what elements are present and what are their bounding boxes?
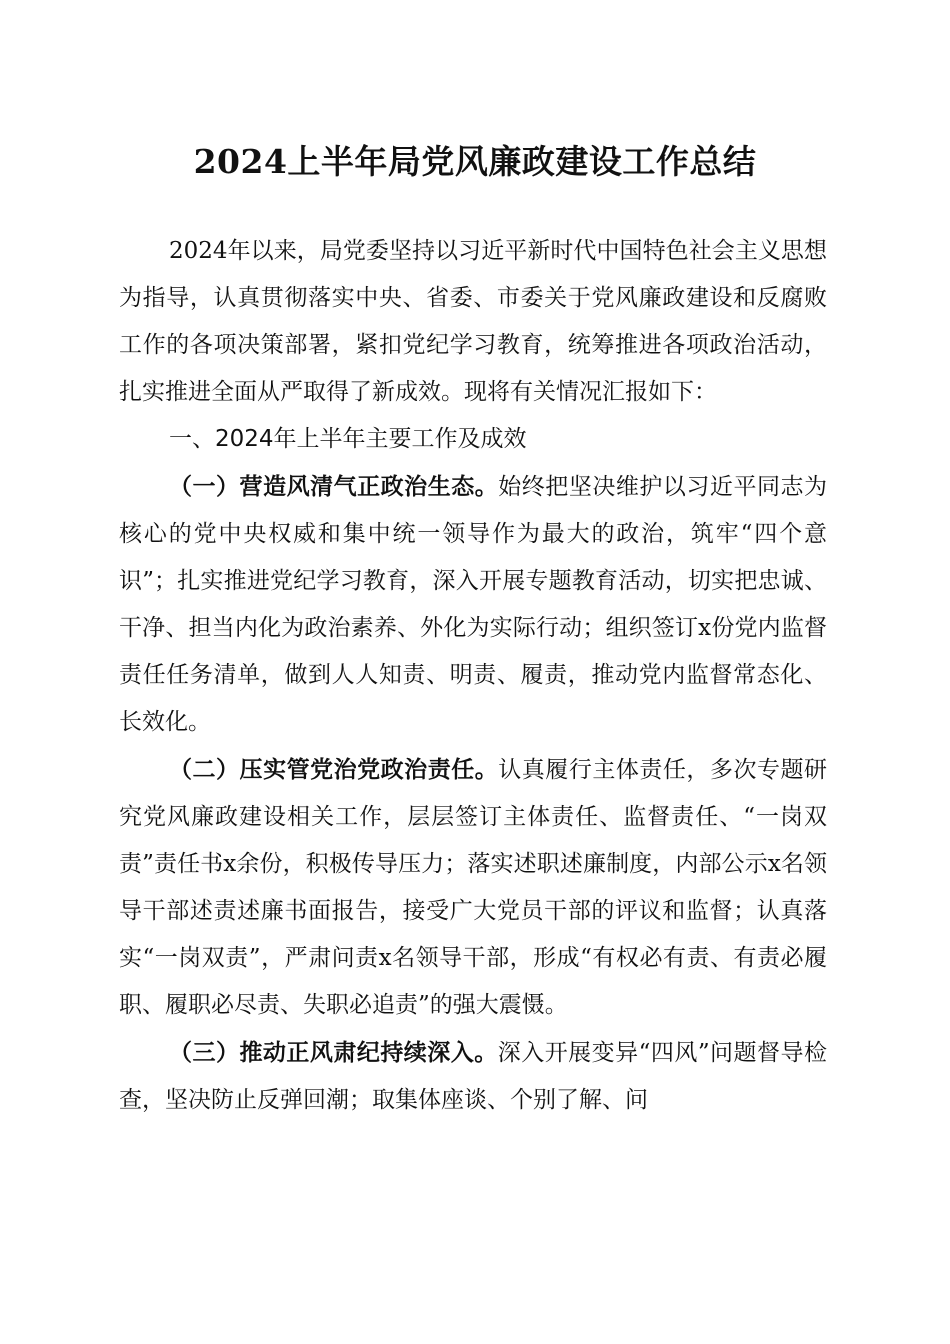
document-body [119,228,827,1124]
item-lead-1: （一）营造风清气正政治生态。 [169,473,499,500]
item-paragraph-2 [119,746,827,1029]
item-lead-3: （三）推动正风肃纪持续深入。 [169,1039,498,1066]
item-text-3: 深入开展变异“四风”问题督导检查，坚决防止反弹回潮；取集体座谈、个别了解、问 [119,1040,827,1113]
item-paragraph-3 [119,1029,827,1124]
section-heading: 一、2024年上半年主要工作及成效 [169,426,527,452]
item-text-2: 认真履行主体责任，多次专题研究党风廉政建设相关工作，层层签订主体责任、监督责任、“一岗双责”责任书x余份，积极传导压力；落实述职述廉制度，内部公示x名领导干部述责述廉书面报告，接受广大党员干部的评议和监督；认真落实“一岗双责”，严肃问责x名领导干部，形成“有权必有责、有责必履职、履职必尽责、失职必追责”的强大震慑。 [119,757,828,1018]
document-title: 2024上半年局党风廉政建设工作总结 [193,142,757,181]
intro-paragraph: 2024年以来，局党委坚持以习近平新时代中国特色社会主义思想为指导，认真贯彻落实中央、省委、市委关于党风廉政建设和反腐败工作的各项决策部署，紧扣党纪学习教育，统筹推进各项政治活动，扎实推进全面从严取得了新成效。现将有关情况汇报如下： [119,238,827,405]
item-lead-2: （二）压实管党治党政治责任。 [169,756,499,783]
item-paragraph-1 [119,463,827,746]
item-text-1: 始终把坚决维护以习近平同志为核心的党中央权威和集中统一领导作为最大的政治，筑牢“四个意识”；扎实推进党纪学习教育，深入开展专题教育活动，切实把忠诚、干净、担当内化为政治素养、外化为实际行动；组织签订x份党内监督责任任务清单，做到人人知责、明责、履责，推动党内监督常态化、长效化。 [119,474,828,735]
